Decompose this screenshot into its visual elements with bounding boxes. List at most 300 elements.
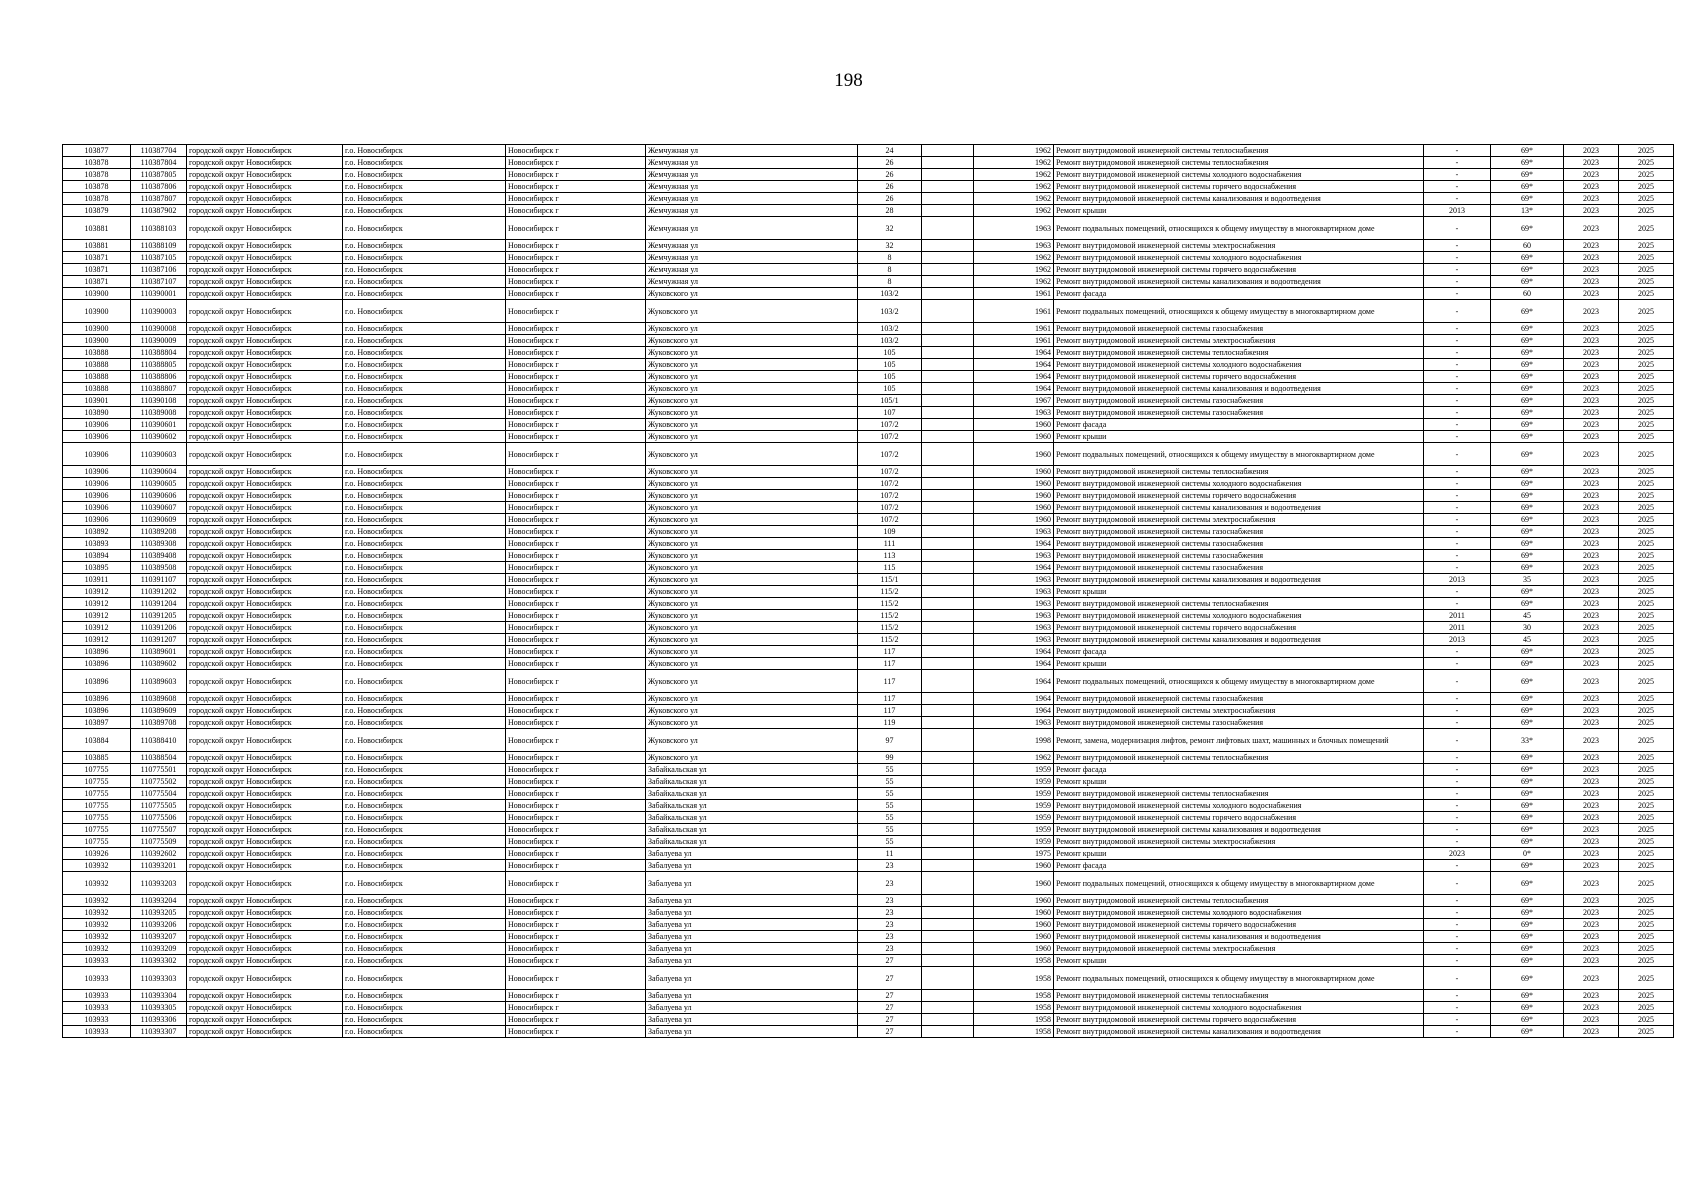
cell-last-repair-year: - <box>1424 193 1491 205</box>
cell-plan-start-year: 2023 <box>1564 276 1619 288</box>
cell-last-repair-year: - <box>1424 323 1491 335</box>
cell-municipal-district: городской округ Новосибирск <box>187 264 343 276</box>
cell-build-year: 1960 <box>974 514 1054 526</box>
table-row <box>63 800 1674 812</box>
cell-object-id: 110387804 <box>131 157 187 169</box>
cell-plan-start-year: 2023 <box>1564 634 1619 646</box>
cell-municipality: г.о. Новосибирск <box>343 145 506 157</box>
cell-municipality: г.о. Новосибирск <box>343 264 506 276</box>
cell-work-type: Ремонт подвальных помещений, относящихся к общему имуществу в многоквартирном доме <box>1054 300 1424 323</box>
cell-municipal-district: городской округ Новосибирск <box>187 907 343 919</box>
cell-wear-percent: 69* <box>1491 764 1564 776</box>
cell-wear-percent: 69* <box>1491 359 1564 371</box>
cell-municipality: г.о. Новосибирск <box>343 634 506 646</box>
cell-locality: Новосибирск г <box>506 383 646 395</box>
cell-plan-end-year: 2025 <box>1619 705 1674 717</box>
cell-municipal-district: городской округ Новосибирск <box>187 586 343 598</box>
cell-work-type: Ремонт внутридомовой инженерной системы газоснабжения <box>1054 538 1424 550</box>
cell-build-year: 1959 <box>974 824 1054 836</box>
cell-wear-percent: 69* <box>1491 1002 1564 1014</box>
cell-municipal-district: городской округ Новосибирск <box>187 395 343 407</box>
cell-street: Жуковского ул <box>646 526 858 538</box>
cell-house-id: 103900 <box>63 323 131 335</box>
cell-municipality: г.о. Новосибирск <box>343 658 506 670</box>
cell-wear-percent: 69* <box>1491 300 1564 323</box>
cell-building <box>922 347 974 359</box>
cell-wear-percent: 69* <box>1491 943 1564 955</box>
cell-plan-end-year: 2025 <box>1619 764 1674 776</box>
cell-street: Забалуева ул <box>646 931 858 943</box>
cell-building <box>922 836 974 848</box>
cell-plan-start-year: 2023 <box>1564 240 1619 252</box>
cell-work-type: Ремонт фасада <box>1054 288 1424 300</box>
cell-object-id: 110388806 <box>131 371 187 383</box>
cell-build-year: 1964 <box>974 693 1054 705</box>
cell-house-number: 28 <box>858 205 922 217</box>
table-row <box>63 288 1674 300</box>
cell-house-id: 103871 <box>63 264 131 276</box>
table-row <box>63 764 1674 776</box>
cell-last-repair-year: 2023 <box>1424 848 1491 860</box>
cell-building <box>922 1014 974 1026</box>
cell-locality: Новосибирск г <box>506 193 646 205</box>
cell-locality: Новосибирск г <box>506 276 646 288</box>
cell-municipal-district: городской округ Новосибирск <box>187 1002 343 1014</box>
cell-wear-percent: 69* <box>1491 526 1564 538</box>
cell-municipality: г.о. Новосибирск <box>343 335 506 347</box>
cell-plan-end-year: 2025 <box>1619 586 1674 598</box>
cell-build-year: 1963 <box>974 634 1054 646</box>
cell-plan-start-year: 2023 <box>1564 157 1619 169</box>
table-row <box>63 729 1674 752</box>
cell-locality: Новосибирск г <box>506 288 646 300</box>
cell-house-id: 107755 <box>63 764 131 776</box>
cell-plan-end-year: 2025 <box>1619 860 1674 872</box>
table-row <box>63 514 1674 526</box>
cell-last-repair-year: - <box>1424 157 1491 169</box>
cell-house-id: 103912 <box>63 634 131 646</box>
cell-locality: Новосибирск г <box>506 907 646 919</box>
cell-street: Забайкальская ул <box>646 836 858 848</box>
cell-locality: Новосибирск г <box>506 872 646 895</box>
cell-build-year: 1964 <box>974 562 1054 574</box>
cell-last-repair-year: - <box>1424 217 1491 240</box>
table-row <box>63 990 1674 1002</box>
cell-object-id: 110388807 <box>131 383 187 395</box>
cell-build-year: 1958 <box>974 1014 1054 1026</box>
cell-street: Жуковского ул <box>646 610 858 622</box>
cell-house-id: 103933 <box>63 1026 131 1038</box>
cell-municipal-district: городской округ Новосибирск <box>187 145 343 157</box>
cell-object-id: 110390108 <box>131 395 187 407</box>
cell-house-number: 107/2 <box>858 431 922 443</box>
cell-house-number: 26 <box>858 169 922 181</box>
cell-plan-start-year: 2023 <box>1564 323 1619 335</box>
cell-house-id: 103900 <box>63 335 131 347</box>
cell-locality: Новосибирск г <box>506 717 646 729</box>
cell-wear-percent: 69* <box>1491 670 1564 693</box>
cell-wear-percent: 69* <box>1491 466 1564 478</box>
cell-house-id: 103888 <box>63 371 131 383</box>
cell-wear-percent: 69* <box>1491 145 1564 157</box>
cell-locality: Новосибирск г <box>506 502 646 514</box>
cell-house-id: 103881 <box>63 217 131 240</box>
cell-plan-start-year: 2023 <box>1564 860 1619 872</box>
cell-house-number: 115/2 <box>858 598 922 610</box>
cell-work-type: Ремонт фасада <box>1054 860 1424 872</box>
cell-street: Забалуева ул <box>646 990 858 1002</box>
cell-work-type: Ремонт внутридомовой инженерной системы теплоснабжения <box>1054 145 1424 157</box>
cell-object-id: 110390607 <box>131 502 187 514</box>
cell-municipal-district: городской округ Новосибирск <box>187 931 343 943</box>
cell-locality: Новосибирск г <box>506 622 646 634</box>
cell-wear-percent: 69* <box>1491 181 1564 193</box>
table-row <box>63 276 1674 288</box>
cell-work-type: Ремонт внутридомовой инженерной системы газоснабжения <box>1054 693 1424 705</box>
cell-plan-start-year: 2023 <box>1564 562 1619 574</box>
cell-wear-percent: 69* <box>1491 931 1564 943</box>
table-row <box>63 193 1674 205</box>
cell-building <box>922 598 974 610</box>
cell-wear-percent: 33* <box>1491 729 1564 752</box>
cell-build-year: 1960 <box>974 943 1054 955</box>
cell-house-number: 107/2 <box>858 478 922 490</box>
cell-street: Жуковского ул <box>646 670 858 693</box>
cell-wear-percent: 69* <box>1491 812 1564 824</box>
cell-last-repair-year: - <box>1424 502 1491 514</box>
cell-work-type: Ремонт внутридомовой инженерной системы электроснабжения <box>1054 335 1424 347</box>
cell-house-number: 55 <box>858 812 922 824</box>
cell-house-id: 103912 <box>63 598 131 610</box>
cell-object-id: 110391107 <box>131 574 187 586</box>
cell-plan-end-year: 2025 <box>1619 729 1674 752</box>
cell-build-year: 1960 <box>974 502 1054 514</box>
cell-municipality: г.о. Новосибирск <box>343 240 506 252</box>
cell-build-year: 1961 <box>974 335 1054 347</box>
table-row <box>63 693 1674 705</box>
table-row <box>63 217 1674 240</box>
cell-locality: Новосибирск г <box>506 157 646 169</box>
cell-street: Жемчужная ул <box>646 193 858 205</box>
cell-work-type: Ремонт крыши <box>1054 431 1424 443</box>
cell-last-repair-year: 2013 <box>1424 205 1491 217</box>
cell-work-type: Ремонт внутридомовой инженерной системы электроснабжения <box>1054 943 1424 955</box>
cell-municipal-district: городской округ Новосибирск <box>187 658 343 670</box>
cell-plan-start-year: 2023 <box>1564 288 1619 300</box>
cell-municipality: г.о. Новосибирск <box>343 931 506 943</box>
cell-municipal-district: городской округ Новосибирск <box>187 848 343 860</box>
cell-municipal-district: городской округ Новосибирск <box>187 705 343 717</box>
cell-work-type: Ремонт внутридомовой инженерной системы газоснабжения <box>1054 550 1424 562</box>
cell-municipal-district: городской округ Новосибирск <box>187 1026 343 1038</box>
cell-municipality: г.о. Новосибирск <box>343 800 506 812</box>
cell-street: Жуковского ул <box>646 586 858 598</box>
cell-house-id: 103888 <box>63 347 131 359</box>
cell-plan-start-year: 2023 <box>1564 443 1619 466</box>
table-row <box>63 407 1674 419</box>
cell-locality: Новосибирск г <box>506 919 646 931</box>
cell-work-type: Ремонт внутридомовой инженерной системы канализования и водоотведения <box>1054 276 1424 288</box>
cell-locality: Новосибирск г <box>506 335 646 347</box>
table-row <box>63 788 1674 800</box>
cell-municipal-district: городской округ Новосибирск <box>187 217 343 240</box>
cell-plan-end-year: 2025 <box>1619 217 1674 240</box>
cell-plan-end-year: 2025 <box>1619 300 1674 323</box>
cell-last-repair-year: - <box>1424 764 1491 776</box>
cell-last-repair-year: - <box>1424 990 1491 1002</box>
cell-plan-end-year: 2025 <box>1619 419 1674 431</box>
cell-wear-percent: 69* <box>1491 1026 1564 1038</box>
cell-object-id: 110389608 <box>131 693 187 705</box>
cell-last-repair-year: - <box>1424 1026 1491 1038</box>
cell-locality: Новосибирск г <box>506 181 646 193</box>
cell-house-number: 55 <box>858 824 922 836</box>
cell-municipality: г.о. Новосибирск <box>343 967 506 990</box>
cell-plan-end-year: 2025 <box>1619 610 1674 622</box>
cell-object-id: 110387106 <box>131 264 187 276</box>
cell-plan-end-year: 2025 <box>1619 466 1674 478</box>
cell-house-id: 103901 <box>63 395 131 407</box>
cell-building <box>922 788 974 800</box>
cell-house-number: 103/2 <box>858 288 922 300</box>
table-row <box>63 502 1674 514</box>
cell-object-id: 110389602 <box>131 658 187 670</box>
cell-municipality: г.о. Новосибирск <box>343 574 506 586</box>
cell-municipality: г.о. Новосибирск <box>343 371 506 383</box>
cell-wear-percent: 69* <box>1491 347 1564 359</box>
cell-build-year: 1963 <box>974 717 1054 729</box>
cell-municipal-district: городской округ Новосибирск <box>187 538 343 550</box>
cell-locality: Новосибирск г <box>506 800 646 812</box>
cell-object-id: 110775501 <box>131 764 187 776</box>
cell-plan-start-year: 2023 <box>1564 205 1619 217</box>
cell-locality: Новосибирск г <box>506 264 646 276</box>
table-row <box>63 181 1674 193</box>
cell-plan-start-year: 2023 <box>1564 895 1619 907</box>
cell-house-number: 105 <box>858 347 922 359</box>
cell-locality: Новосибирск г <box>506 776 646 788</box>
cell-municipal-district: городской округ Новосибирск <box>187 347 343 359</box>
cell-last-repair-year: - <box>1424 907 1491 919</box>
cell-street: Жемчужная ул <box>646 276 858 288</box>
cell-municipal-district: городской округ Новосибирск <box>187 872 343 895</box>
cell-locality: Новосибирск г <box>506 395 646 407</box>
cell-work-type: Ремонт внутридомовой инженерной системы теплоснабжения <box>1054 895 1424 907</box>
cell-locality: Новосибирск г <box>506 550 646 562</box>
cell-house-id: 107755 <box>63 824 131 836</box>
cell-building <box>922 860 974 872</box>
cell-building <box>922 538 974 550</box>
cell-street: Забалуева ул <box>646 1002 858 1014</box>
cell-house-number: 8 <box>858 276 922 288</box>
table-row <box>63 347 1674 359</box>
cell-work-type: Ремонт внутридомовой инженерной системы горячего водоснабжения <box>1054 181 1424 193</box>
cell-plan-end-year: 2025 <box>1619 145 1674 157</box>
cell-municipal-district: городской округ Новосибирск <box>187 323 343 335</box>
cell-house-number: 117 <box>858 646 922 658</box>
table-row <box>63 466 1674 478</box>
cell-plan-start-year: 2023 <box>1564 729 1619 752</box>
cell-build-year: 1963 <box>974 550 1054 562</box>
cell-last-repair-year: - <box>1424 670 1491 693</box>
cell-object-id: 110387107 <box>131 276 187 288</box>
table-row <box>63 646 1674 658</box>
cell-house-number: 107 <box>858 407 922 419</box>
cell-building <box>922 371 974 383</box>
cell-municipality: г.о. Новосибирск <box>343 526 506 538</box>
cell-municipal-district: городской округ Новосибирск <box>187 502 343 514</box>
cell-plan-end-year: 2025 <box>1619 919 1674 931</box>
cell-build-year: 1960 <box>974 895 1054 907</box>
cell-locality: Новосибирск г <box>506 407 646 419</box>
cell-house-number: 8 <box>858 264 922 276</box>
cell-street: Забайкальская ул <box>646 776 858 788</box>
cell-wear-percent: 69* <box>1491 383 1564 395</box>
cell-municipal-district: городской округ Новосибирск <box>187 764 343 776</box>
cell-street: Жуковского ул <box>646 598 858 610</box>
cell-municipality: г.о. Новосибирск <box>343 205 506 217</box>
cell-plan-end-year: 2025 <box>1619 264 1674 276</box>
cell-municipal-district: городской округ Новосибирск <box>187 514 343 526</box>
cell-house-id: 103896 <box>63 670 131 693</box>
cell-wear-percent: 30 <box>1491 622 1564 634</box>
cell-plan-start-year: 2023 <box>1564 1026 1619 1038</box>
cell-build-year: 1959 <box>974 764 1054 776</box>
cell-municipal-district: городской округ Новосибирск <box>187 646 343 658</box>
cell-municipality: г.о. Новосибирск <box>343 990 506 1002</box>
cell-municipality: г.о. Новосибирск <box>343 217 506 240</box>
cell-house-number: 23 <box>858 919 922 931</box>
cell-last-repair-year: - <box>1424 407 1491 419</box>
cell-house-id: 107755 <box>63 836 131 848</box>
cell-house-id: 103888 <box>63 359 131 371</box>
cell-wear-percent: 69* <box>1491 562 1564 574</box>
cell-building <box>922 586 974 598</box>
cell-last-repair-year: - <box>1424 431 1491 443</box>
cell-building <box>922 288 974 300</box>
cell-municipality: г.о. Новосибирск <box>343 586 506 598</box>
cell-wear-percent: 45 <box>1491 610 1564 622</box>
cell-house-number: 117 <box>858 670 922 693</box>
cell-object-id: 110393305 <box>131 1002 187 1014</box>
cell-work-type: Ремонт внутридомовой инженерной системы холодного водоснабжения <box>1054 478 1424 490</box>
cell-plan-start-year: 2023 <box>1564 800 1619 812</box>
cell-building <box>922 717 974 729</box>
cell-street: Жуковского ул <box>646 717 858 729</box>
cell-building <box>922 658 974 670</box>
cell-plan-start-year: 2023 <box>1564 705 1619 717</box>
cell-work-type: Ремонт внутридомовой инженерной системы электроснабжения <box>1054 705 1424 717</box>
cell-locality: Новосибирск г <box>506 967 646 990</box>
cell-plan-end-year: 2025 <box>1619 514 1674 526</box>
cell-house-number: 117 <box>858 693 922 705</box>
cell-locality: Новосибирск г <box>506 359 646 371</box>
cell-house-number: 115/2 <box>858 610 922 622</box>
cell-municipal-district: городской округ Новосибирск <box>187 610 343 622</box>
cell-build-year: 1964 <box>974 359 1054 371</box>
cell-locality: Новосибирск г <box>506 693 646 705</box>
table-row <box>63 419 1674 431</box>
cell-object-id: 110775505 <box>131 800 187 812</box>
cell-work-type: Ремонт фасада <box>1054 419 1424 431</box>
cell-building <box>922 181 974 193</box>
cell-build-year: 1962 <box>974 205 1054 217</box>
cell-house-id: 103912 <box>63 610 131 622</box>
cell-last-repair-year: - <box>1424 347 1491 359</box>
cell-building <box>922 776 974 788</box>
cell-locality: Новосибирск г <box>506 955 646 967</box>
cell-last-repair-year: - <box>1424 895 1491 907</box>
cell-municipal-district: городской округ Новосибирск <box>187 157 343 169</box>
cell-last-repair-year: - <box>1424 658 1491 670</box>
cell-street: Жуковского ул <box>646 502 858 514</box>
cell-municipality: г.о. Новосибирск <box>343 860 506 872</box>
cell-work-type: Ремонт внутридомовой инженерной системы электроснабжения <box>1054 514 1424 526</box>
cell-plan-end-year: 2025 <box>1619 383 1674 395</box>
cell-work-type: Ремонт внутридомовой инженерной системы горячего водоснабжения <box>1054 622 1424 634</box>
cell-house-id: 103906 <box>63 490 131 502</box>
cell-house-id: 103926 <box>63 848 131 860</box>
cell-wear-percent: 69* <box>1491 752 1564 764</box>
cell-plan-start-year: 2023 <box>1564 693 1619 705</box>
cell-wear-percent: 69* <box>1491 335 1564 347</box>
cell-work-type: Ремонт крыши <box>1054 848 1424 860</box>
cell-object-id: 110775509 <box>131 836 187 848</box>
cell-build-year: 1963 <box>974 240 1054 252</box>
cell-municipal-district: городской округ Новосибирск <box>187 634 343 646</box>
cell-locality: Новосибирск г <box>506 419 646 431</box>
cell-locality: Новосибирск г <box>506 646 646 658</box>
cell-municipal-district: городской округ Новосибирск <box>187 550 343 562</box>
cell-building <box>922 967 974 990</box>
cell-street: Забалуева ул <box>646 955 858 967</box>
cell-house-number: 99 <box>858 752 922 764</box>
cell-plan-start-year: 2023 <box>1564 658 1619 670</box>
cell-work-type: Ремонт крыши <box>1054 658 1424 670</box>
cell-house-id: 103895 <box>63 562 131 574</box>
cell-build-year: 1960 <box>974 907 1054 919</box>
cell-work-type: Ремонт внутридомовой инженерной системы холодного водоснабжения <box>1054 610 1424 622</box>
cell-wear-percent: 69* <box>1491 824 1564 836</box>
cell-municipal-district: городской округ Новосибирск <box>187 574 343 586</box>
cell-house-id: 103896 <box>63 658 131 670</box>
cell-plan-end-year: 2025 <box>1619 407 1674 419</box>
cell-work-type: Ремонт внутридомовой инженерной системы горячего водоснабжения <box>1054 264 1424 276</box>
cell-street: Жемчужная ул <box>646 157 858 169</box>
cell-wear-percent: 69* <box>1491 490 1564 502</box>
cell-house-number: 115 <box>858 562 922 574</box>
cell-street: Забалуева ул <box>646 860 858 872</box>
cell-object-id: 110391202 <box>131 586 187 598</box>
cell-municipality: г.о. Новосибирск <box>343 514 506 526</box>
cell-municipal-district: городской округ Новосибирск <box>187 776 343 788</box>
cell-work-type: Ремонт внутридомовой инженерной системы газоснабжения <box>1054 717 1424 729</box>
cell-object-id: 110393203 <box>131 872 187 895</box>
cell-work-type: Ремонт внутридомовой инженерной системы канализования и водоотведения <box>1054 383 1424 395</box>
cell-wear-percent: 69* <box>1491 860 1564 872</box>
table-row <box>63 824 1674 836</box>
cell-last-repair-year: - <box>1424 919 1491 931</box>
cell-house-id: 103878 <box>63 193 131 205</box>
cell-municipality: г.о. Новосибирск <box>343 443 506 466</box>
cell-municipality: г.о. Новосибирск <box>343 193 506 205</box>
cell-locality: Новосибирск г <box>506 895 646 907</box>
cell-building <box>922 145 974 157</box>
cell-locality: Новосибирск г <box>506 300 646 323</box>
cell-locality: Новосибирск г <box>506 990 646 1002</box>
cell-locality: Новосибирск г <box>506 586 646 598</box>
cell-plan-end-year: 2025 <box>1619 443 1674 466</box>
